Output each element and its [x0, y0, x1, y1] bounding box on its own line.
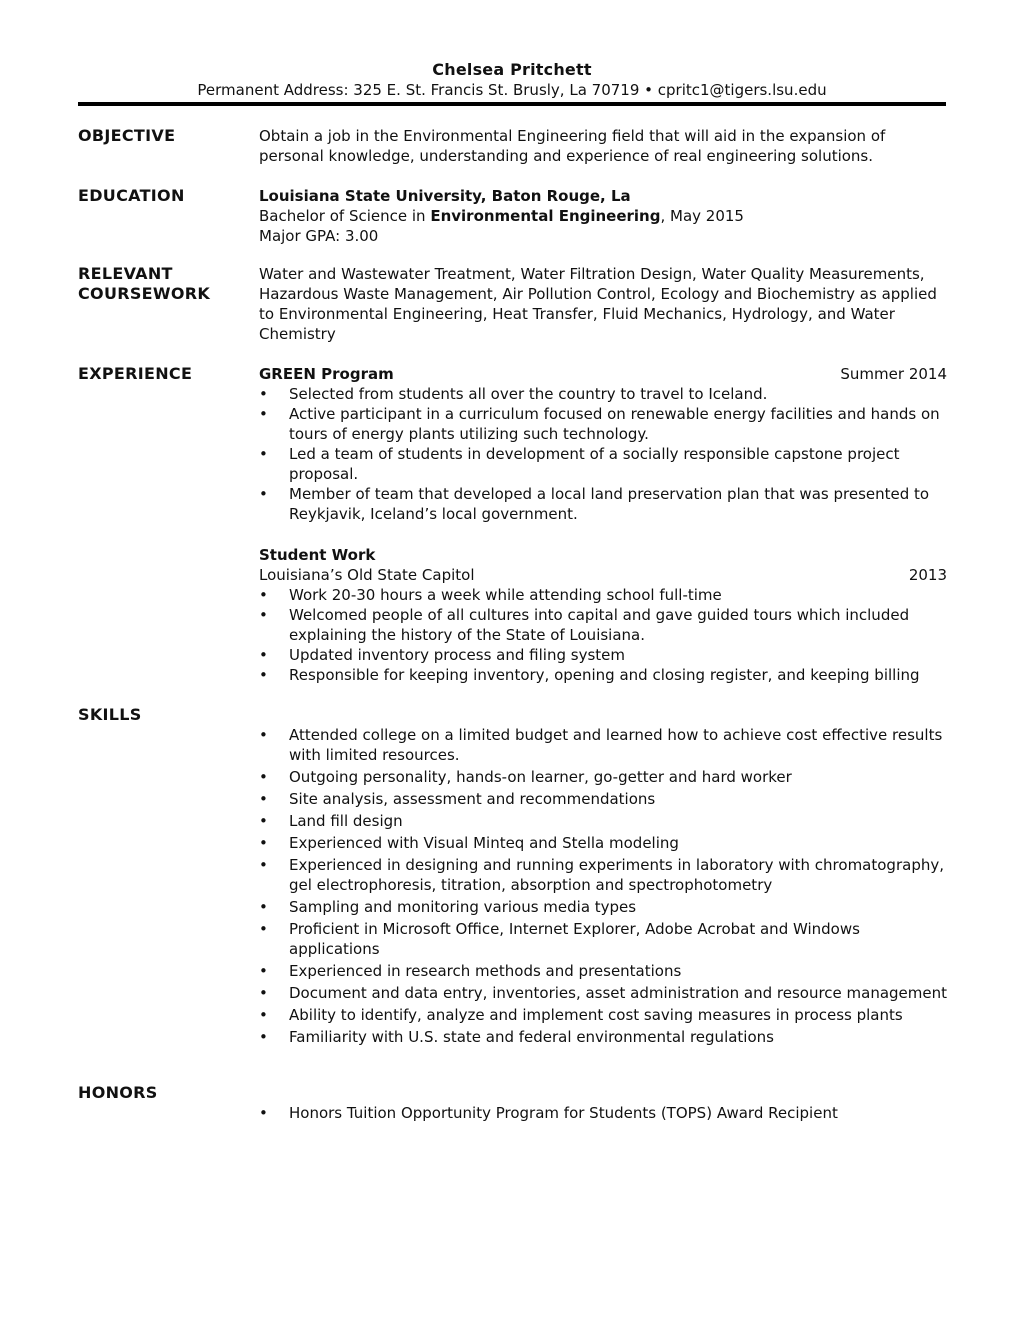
section-label-honors: HONORS — [78, 1083, 158, 1102]
job-header — [259, 364, 947, 384]
skill-item: • Familiarity with U.S. state and federal environmental regulations — [259, 1027, 947, 1047]
job-bullet: • Responsible for keeping inventory, opening and closing register, and keeping billing — [259, 665, 947, 685]
section-label-experience: EXPERIENCE — [78, 364, 193, 383]
skill-item: • Proficient in Microsoft Office, Internet Explorer, Adobe Acrobat and Windows applications — [259, 919, 947, 959]
job-bullet: • Selected from students all over the country to travel to Iceland. — [259, 384, 947, 404]
contact-line: Permanent Address: 325 E. St. Francis St. Brusly, La 70719 • cpritc1@tigers.lsu.edu — [197, 81, 827, 99]
skill-item: • Site analysis, assessment and recommendations — [259, 789, 947, 809]
job-employer: Louisiana’s Old State Capitol — [259, 566, 475, 584]
skills-list — [259, 725, 947, 1047]
job-title: Student Work — [259, 546, 376, 564]
gpa: Major GPA: 3.00 — [259, 227, 379, 245]
skill-item: • Sampling and monitoring various media types — [259, 897, 947, 917]
section-label-objective: OBJECTIVE — [78, 126, 176, 145]
degree-prefix: Bachelor of Science in — [259, 207, 431, 225]
job-title: GREEN Program — [259, 365, 394, 383]
honors-list — [259, 1103, 947, 1123]
coursework-label-line2: COURSEWORK — [78, 284, 211, 303]
job-bullets — [259, 384, 947, 524]
degree-suffix: , May 2015 — [660, 207, 744, 225]
coursework-label-line1: RELEVANT — [78, 264, 173, 283]
candidate-name: Chelsea Pritchett — [432, 60, 592, 79]
job-bullet: • Active participant in a curriculum focused on renewable energy facilities and hands on tours of energy plants utilizing such technology. — [259, 404, 947, 444]
school-name: Louisiana State University, Baton Rouge, La — [259, 187, 631, 205]
honor-item: • Honors Tuition Opportunity Program for Students (TOPS) Award Recipient — [259, 1103, 947, 1123]
objective-text: Obtain a job in the Environmental Engineering field that will aid in the expansion of personal knowledge, understanding and experience of real engineering solutions. — [259, 127, 886, 165]
job-bullet: • Member of team that developed a local land preservation plan that was presented to Reykjavik, Iceland’s local government. — [259, 484, 947, 524]
degree-line — [259, 206, 947, 226]
skill-item: • Land fill design — [259, 811, 947, 831]
skill-item: • Attended college on a limited budget and learned how to achieve cost effective results with limited resources. — [259, 725, 947, 765]
header-divider — [78, 102, 946, 106]
skill-item: • Outgoing personality, hands-on learner, go-getter and hard worker — [259, 767, 947, 787]
job-bullet: • Welcomed people of all cultures into capital and gave guided tours which included explaining the history of the State of Louisiana. — [259, 605, 947, 645]
job-date: Summer 2014 — [840, 365, 947, 383]
skill-item: • Document and data entry, inventories, asset administration and resource management — [259, 983, 947, 1003]
section-label-education: EDUCATION — [78, 186, 185, 205]
section-label-coursework — [78, 264, 253, 304]
job-date: 2013 — [908, 566, 947, 584]
section-label-skills: SKILLS — [78, 705, 142, 724]
skill-item: • Experienced with Visual Minteq and Stella modeling — [259, 833, 947, 853]
coursework-text: Water and Wastewater Treatment, Water Filtration Design, Water Quality Measurements, Hazardous Waste Management, Air Pollution Control, Ecology and Biochemistry as applied to Environmental Engineering, Heat Transfer, Fluid Mechanics, Hydrology, and Water Chemistry — [259, 265, 937, 343]
degree-major: Environmental Engineering — [430, 207, 661, 225]
job-header — [259, 565, 947, 585]
skill-item: • Experienced in research methods and presentations — [259, 961, 947, 981]
skill-item: • Ability to identify, analyze and implement cost saving measures in process plants — [259, 1005, 947, 1025]
job-bullet: • Work 20-30 hours a week while attending school full-time — [259, 585, 947, 605]
job-bullet: • Led a team of students in development of a socially responsible capstone project proposal. — [259, 444, 947, 484]
job-bullets — [259, 585, 947, 685]
skill-item: • Experienced in designing and running experiments in laboratory with chromatography, gel electrophoresis, titration, absorption and spectrophotometry — [259, 855, 947, 895]
job-bullet: • Updated inventory process and filing system — [259, 645, 947, 665]
